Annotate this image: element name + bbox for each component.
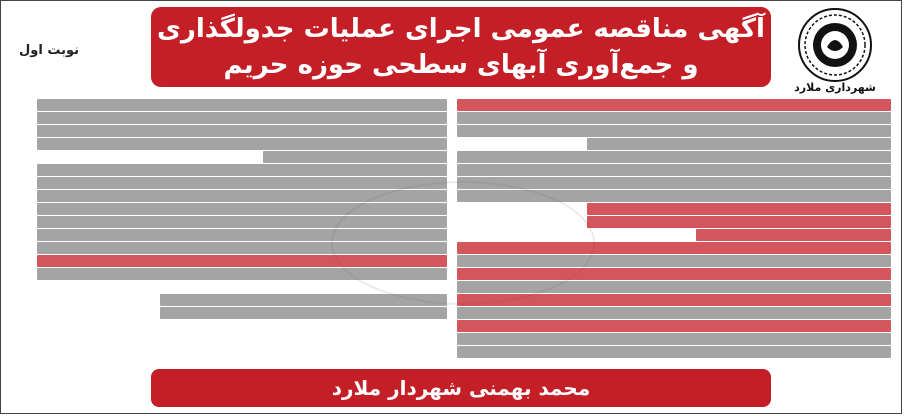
body-line: [457, 242, 891, 254]
body-line: [587, 216, 891, 228]
emblem-caption: شهرداری ملارد: [794, 81, 876, 94]
body-line: [37, 229, 447, 241]
body-line: [457, 99, 891, 111]
body-line: [457, 151, 891, 163]
body-line: [457, 307, 891, 319]
body-line: [457, 190, 891, 202]
notice-body: [37, 99, 891, 361]
body-line: [457, 125, 891, 137]
body-line: [457, 294, 891, 306]
edition-tag: نوبت اول: [19, 43, 80, 58]
body-line: [160, 294, 447, 306]
body-line: [457, 112, 891, 124]
body-line: [457, 268, 891, 280]
body-column-left: [37, 99, 447, 361]
notice-title-line-1: آگهی مناقصه عمومی اجرای عملیات جدولگذاری: [157, 14, 765, 44]
title-banner: [151, 7, 771, 87]
body-line: [37, 164, 447, 176]
body-line: [37, 216, 447, 228]
body-line: [587, 138, 891, 150]
body-line: [457, 320, 891, 332]
body-line: [37, 203, 447, 215]
body-line: [457, 164, 891, 176]
body-line: [457, 346, 891, 358]
body-line: [37, 112, 447, 124]
body-line: [696, 229, 891, 241]
body-line: [37, 138, 447, 150]
body-line: [37, 125, 447, 137]
body-line: [160, 307, 447, 319]
body-line: [37, 190, 447, 202]
body-line: [37, 242, 447, 254]
notice-title-line-2: و جمع‌آوری آبهای سطحی حوزه حریم: [223, 50, 699, 80]
body-line: [37, 255, 447, 267]
body-line: [457, 255, 891, 267]
body-column-right: [457, 99, 891, 361]
notice-header: [1, 1, 902, 93]
signature-banner: [151, 369, 771, 407]
body-line: [37, 268, 447, 280]
body-line: [457, 281, 891, 293]
body-line: [457, 333, 891, 345]
mayor-signature: محمد بهمنی شهردار ملارد: [331, 376, 591, 400]
newspaper-side-text: [5, 121, 27, 381]
body-line: [587, 203, 891, 215]
body-line: [263, 151, 448, 163]
body-line: [457, 177, 891, 189]
body-line: [37, 99, 447, 111]
municipality-emblem-icon: [797, 7, 873, 83]
body-line: [37, 177, 447, 189]
